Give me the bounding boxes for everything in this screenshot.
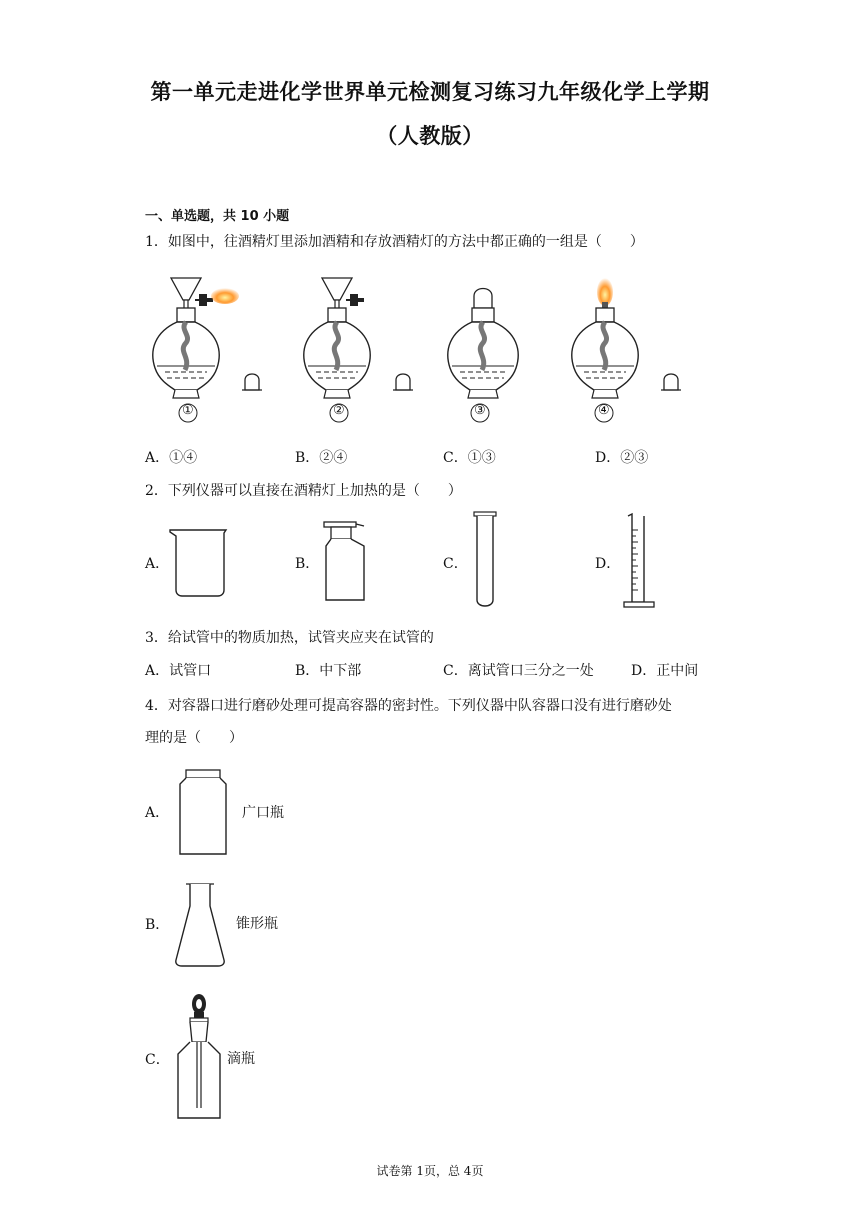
q1-option-d[interactable]: D．②③: [595, 450, 649, 466]
q4-option-a[interactable]: A．: [145, 805, 170, 821]
q1-figure-label: ③: [474, 403, 486, 418]
q1-lamp-figure-2: [296, 270, 426, 430]
q2-option-d[interactable]: D．: [595, 556, 621, 572]
gas-bottle-figure: [320, 520, 370, 604]
q2-option-b[interactable]: B．: [295, 556, 320, 572]
document-title: 第一单元走进化学世界单元检测复习练习九年级化学上学期: [150, 80, 710, 104]
q3-option-c[interactable]: C．离试管口三分之一处: [443, 663, 594, 679]
q1-figure-label: ④: [598, 403, 610, 418]
q1-option-b[interactable]: B．②④: [295, 450, 348, 466]
q3-option-d[interactable]: D．正中间: [631, 663, 699, 679]
q1-lamp-figure-3: [440, 270, 570, 430]
q3-option-a[interactable]: A．试管口: [145, 663, 212, 679]
q1-lamp-figure-1: [145, 270, 275, 430]
q4-option-b-name: 锥形瓶: [236, 916, 278, 932]
q4-option-a-name: 广口瓶: [242, 805, 284, 821]
q1-figure-label: ②: [333, 403, 345, 418]
graduated-cylinder-figure: [618, 512, 662, 610]
document-subtitle: （人教版）: [376, 124, 484, 148]
dropper-bottle-figure: [170, 990, 230, 1122]
q2-option-a[interactable]: A．: [145, 556, 170, 572]
page-footer: 试卷第 1页，总 4页: [376, 1164, 484, 1178]
q3-option-b[interactable]: B．中下部: [295, 663, 362, 679]
q4-option-c[interactable]: C．: [145, 1052, 170, 1068]
q1-option-a[interactable]: A．①④: [145, 450, 198, 466]
beaker-figure: [168, 528, 232, 600]
question-4-stem-line1: 4．对容器口进行磨砂处理可提高容器的密封性。下列仪器中队容器口没有进行磨砂处: [145, 698, 672, 714]
section-heading: 一、单选题，共 10 小题: [145, 209, 290, 224]
wide-mouth-bottle-figure: [176, 768, 232, 858]
q2-option-c[interactable]: C．: [443, 556, 468, 572]
question-3-stem: 3．给试管中的物质加热，试管夹应夹在试管的: [145, 630, 434, 646]
question-4-stem-line2: 理的是（ ）: [145, 730, 243, 746]
question-1-stem: 1．如图中，往酒精灯里添加酒精和存放酒精灯的方法中都正确的一组是（ ）: [145, 234, 644, 250]
q1-option-c[interactable]: C．①③: [443, 450, 496, 466]
q4-option-c-name: 滴瓶: [227, 1051, 255, 1067]
q1-figure-label: ①: [182, 403, 194, 418]
q1-lamp-figure-4: [564, 270, 694, 430]
q4-option-b[interactable]: B．: [145, 917, 170, 933]
test-tube-figure: [472, 510, 500, 612]
question-2-stem: 2．下列仪器可以直接在酒精灯上加热的是（ ）: [145, 483, 462, 499]
erlenmeyer-flask-figure: [170, 880, 230, 970]
